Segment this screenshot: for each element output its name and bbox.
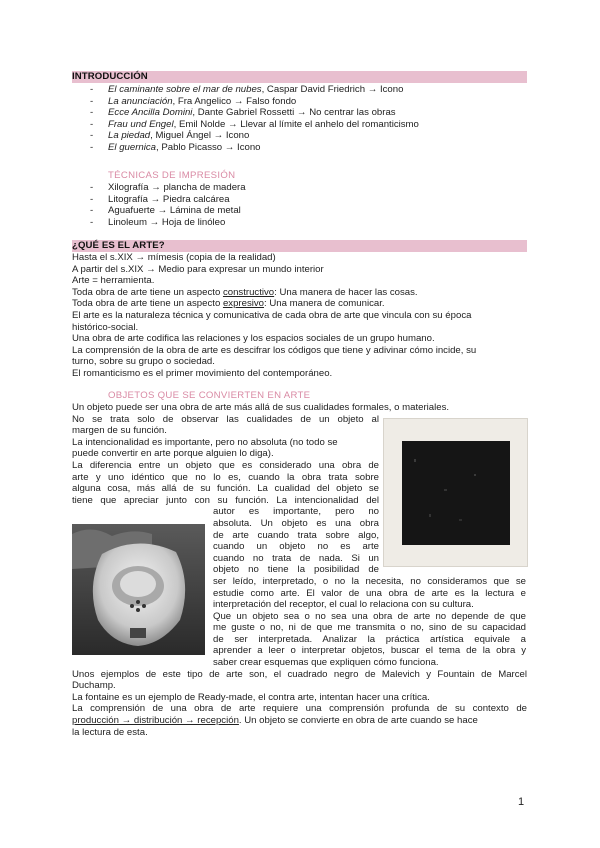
objetos-body — [72, 402, 527, 738]
text-line: autor es importante, pero no — [213, 506, 379, 518]
text-line: histórico-social. — [72, 321, 139, 333]
text-line: Una obra de arte codifica las relaciones y los espacios sociales de un grupo humano. — [72, 333, 435, 345]
intro-heading: INTRODUCCIÓN — [72, 71, 527, 83]
page-number: 1 — [518, 796, 525, 808]
list-item: - Ecce Ancilla Domini, Dante Gabriel Rossetti → No centrar las obras — [90, 107, 530, 119]
text-line: objeto no tiene la posibilidad de — [213, 564, 379, 576]
text-line: la lectura de esta. — [72, 726, 148, 738]
text-line: estudie como arte. El valor de una obra de arte es la lectura e — [213, 587, 526, 599]
arte-heading: ¿QUÉ ES EL ARTE? — [72, 240, 527, 252]
list-item: - El guernica, Pablo Picasso → Icono — [90, 142, 530, 154]
text-line: puede convertir en arte porque alguien lo diga). — [72, 448, 274, 460]
list-item: - El caminante sobre el mar de nubes, Caspar David Friedrich → Icono — [90, 84, 530, 96]
objetos-heading: OBJETOS QUE SE CONVIERTEN EN ARTE — [108, 390, 311, 401]
text-line: arte y uno idéntico que no lo es, cuando la obra trata sobre — [72, 471, 379, 483]
list-item: - La anunciación, Fra Angelico → Falso fondo — [90, 96, 530, 108]
text-line: interpretación del receptor, el cual lo relaciona con su cultura. — [213, 599, 474, 611]
text-line: Arte = herramienta. — [72, 275, 155, 287]
text-line: La fontaine es un ejemplo de Ready-made, el contra arte, intentan hacer una crítica. — [72, 691, 430, 703]
list-item: - Frau und Engel, Emil Nolde → Llevar al límite el anhelo del romanticismo — [90, 119, 530, 131]
text-line: saber crear esquemas que expliquen cómo funciona. — [213, 657, 439, 669]
list-item: - La piedad, Miguel Ángel → Icono — [90, 130, 530, 142]
text-line: Toda obra de arte tiene un aspecto constructivo: Una manera de hacer las cosas. — [72, 286, 418, 298]
text-line: Un objeto puede ser una obra de arte más allá de sus cualidades formales, o materiales. — [72, 402, 450, 413]
text-line: margen de su función. — [72, 425, 167, 437]
intro-list — [90, 84, 530, 154]
text-line: Hasta el s.XIX → mímesis (copia de la realidad) — [72, 252, 276, 263]
text-line: cuando no trata de nada. Si un — [213, 552, 379, 564]
text-line: Unos ejemplos de este tipo de arte son, el cuadrado negro de Malevich y Fountain de Marcel — [72, 668, 527, 680]
text-line: Duchamp. — [72, 680, 116, 692]
text-line: absoluta. Un objeto es una obra — [213, 517, 379, 529]
text-line: La diferencia entre un objeto que es considerado una obra de — [72, 459, 379, 471]
text-line: Toda obra de arte tiene un aspecto expresivo: Una manera de comunicar. — [72, 298, 385, 310]
text-line: La comprensión de una obra de arte requiere una comprensión profunda de su contexto de — [72, 703, 527, 715]
text-line: de arte cuando trata sobre algo, — [213, 529, 379, 541]
text-line: tiene que apreciar junto con su función. La intencionalidad del — [72, 494, 379, 506]
tecnicas-list — [90, 182, 390, 228]
text-line: alguna cosa, más allá de su función. La cualidad del objeto se — [72, 483, 379, 495]
text-line: La comprensión de la obra de arte es descifrar los códigos que tiene y adivinar cómo incide, su — [72, 344, 477, 356]
text-line: de ser interpretada. Analizar la práctica artística equivale a — [213, 633, 526, 645]
text-line: turno, sobre su grupo o sociedad. — [72, 356, 215, 368]
list-item: - Xilografía → plancha de madera — [90, 182, 390, 194]
text-line: cuando un objeto no es arte — [213, 541, 379, 553]
text-line: La intencionalidad es importante, pero no absoluta (no todo se — [72, 436, 338, 448]
text-line: A partir del s.XIX → Medio para expresar un mundo interior — [72, 263, 324, 275]
text-line: Que un objeto sea o no sea una obra de arte no depende de que — [213, 610, 526, 622]
text-line: aprender a leer o interpretar objetos, buscar el tema de la obra y — [213, 645, 526, 657]
text-line: ser leído, interpretado, o no la necesita, no consideramos que se — [213, 575, 526, 587]
arte-body — [72, 252, 527, 380]
list-item: - Litografía → Piedra calcárea — [90, 194, 390, 206]
text-line: producción → distribución → recepción. Un objeto se convierte en obra de arte cuando se hace — [72, 715, 478, 727]
list-item: - Aguafuerte → Lámina de metal — [90, 205, 390, 217]
text-line: me guste o no, ni de que me transmita o no, sino de su capacidad — [213, 622, 526, 634]
tecnicas-heading: TÉCNICAS DE IMPRESIÓN — [108, 170, 236, 181]
text-line: El arte es la naturaleza técnica y comunicativa de cada obra de arte que vincula con su época — [72, 309, 472, 321]
text-line: El romanticismo es el primer movimiento del contemporáneo. — [72, 367, 333, 379]
list-item: - Linoleum → Hoja de linóleo — [90, 217, 390, 229]
text-line: No se trata solo de observar las cualidades de un objeto al — [72, 413, 379, 425]
